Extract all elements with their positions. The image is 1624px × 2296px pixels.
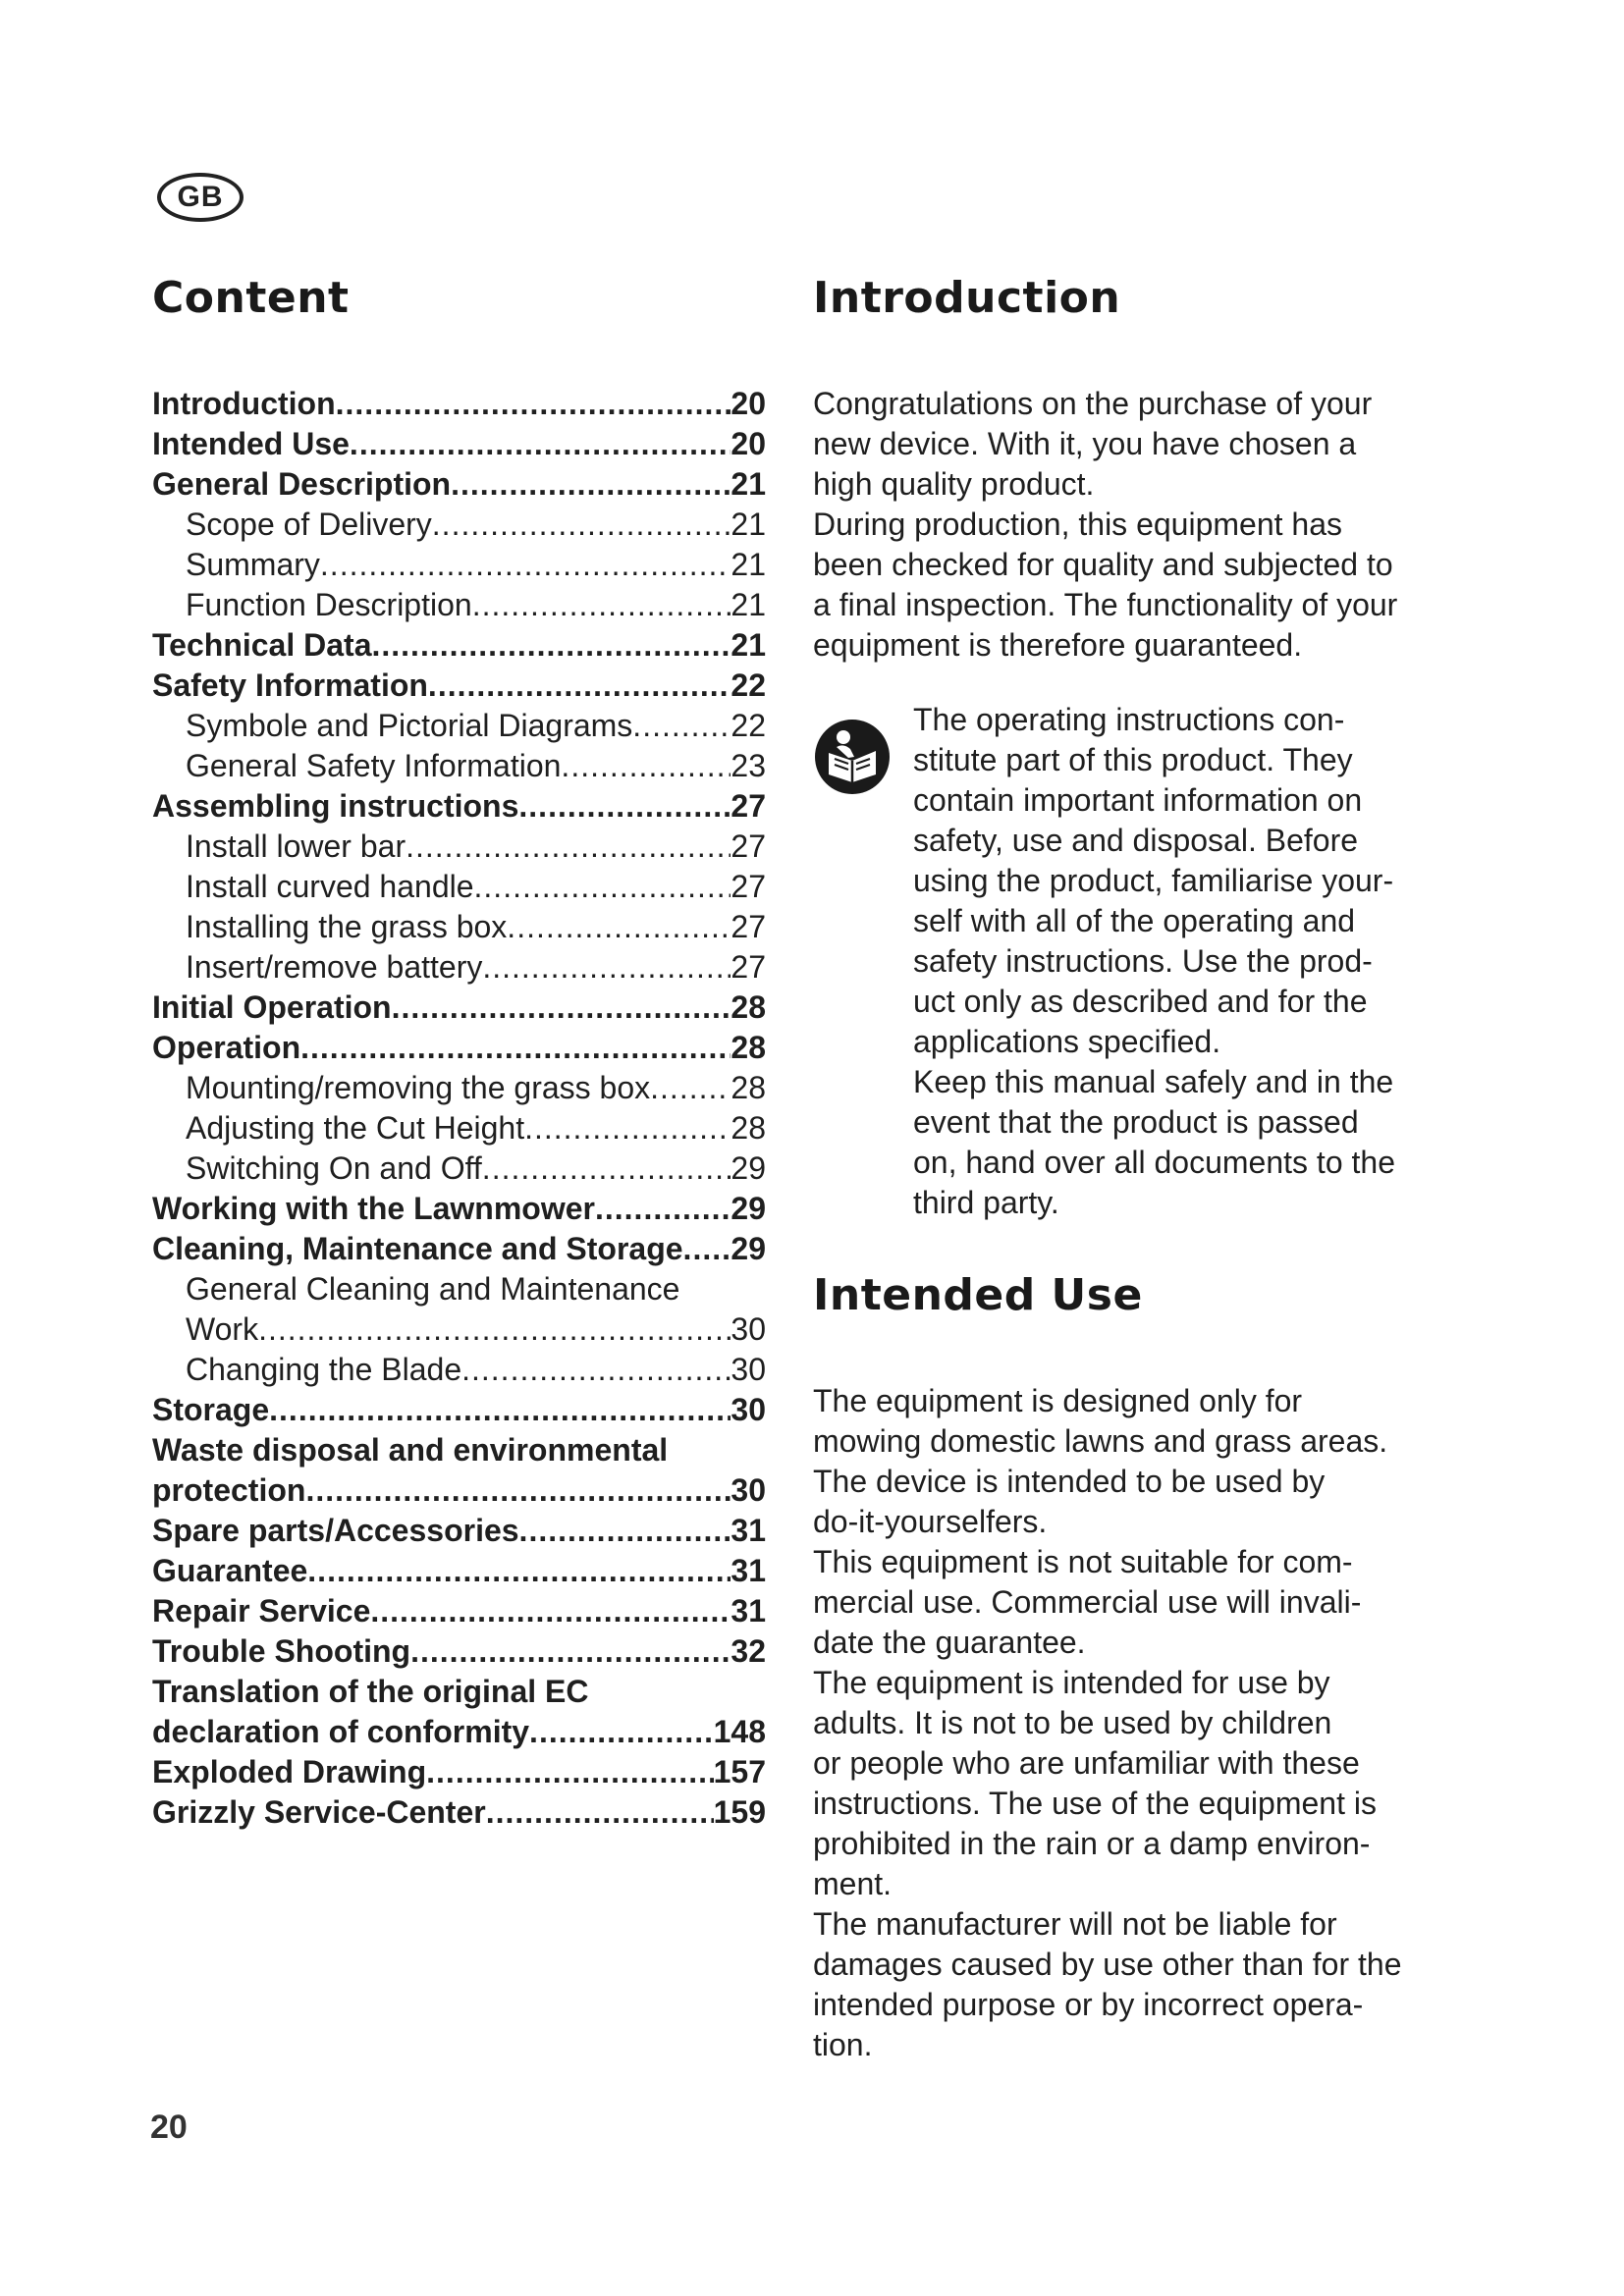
toc-dot-leader — [519, 1511, 731, 1551]
text-line: safety, use and disposal. Before — [913, 823, 1359, 858]
toc-dot-leader — [561, 746, 731, 786]
toc-entry-title: Summary — [186, 547, 320, 582]
toc-entry-title: Changing the Blade — [186, 1352, 462, 1387]
toc-entry — [152, 424, 766, 464]
text-line: safety instructions. Use the prod- — [913, 943, 1373, 979]
toc-entry — [152, 1028, 766, 1068]
country-badge: GB — [157, 173, 244, 222]
toc-entry-page: 30 — [731, 1392, 766, 1427]
text-line: a final inspection. The functionality of your — [813, 587, 1398, 622]
toc-entry-title: General Safety Information — [186, 748, 562, 783]
toc-entry-page: 30 — [731, 1472, 766, 1508]
toc-entry-page: 20 — [731, 386, 766, 421]
toc-dot-leader — [371, 625, 731, 666]
text-line: mercial use. Commercial use will invali- — [813, 1584, 1362, 1620]
text-line: prohibited in the rain or a damp environ- — [813, 1826, 1371, 1861]
toc-entry-title: Install lower bar — [186, 828, 406, 864]
toc-dot-leader — [410, 1631, 731, 1672]
toc-dot-leader — [595, 1189, 731, 1229]
toc-entry-title: Work — [186, 1311, 259, 1347]
text-line: contain important information on — [913, 782, 1363, 818]
manual-note — [813, 700, 1441, 1223]
toc-entry — [152, 1068, 766, 1108]
text-line: The operating instructions con- — [913, 702, 1345, 737]
toc-entry-title: Introduction — [152, 386, 336, 421]
text-line: new device. With it, you have chosen a — [813, 426, 1357, 461]
toc-entry-page: 27 — [731, 949, 766, 985]
toc-dot-leader — [392, 988, 731, 1028]
intended-use-text — [813, 1381, 1441, 2065]
toc-entry — [152, 947, 766, 988]
toc-entry-title: declaration of conformity — [152, 1714, 530, 1749]
text-line: intended purpose or by incorrect opera- — [813, 1987, 1364, 2022]
toc-entry — [152, 1390, 766, 1430]
toc-entry-title: Working with the Lawnmower — [152, 1191, 595, 1226]
toc-entry-title: Adjusting the Cut Height — [186, 1110, 525, 1146]
toc-entry-page: 21 — [731, 466, 766, 502]
intended-use-heading: Intended Use — [813, 1270, 1143, 1320]
toc-dot-leader — [472, 585, 731, 625]
toc-entry-page: 27 — [731, 788, 766, 824]
toc-dot-leader — [406, 827, 731, 867]
toc-entry — [152, 1229, 766, 1269]
toc-entry — [152, 988, 766, 1028]
text-line: This equipment is not suitable for com- — [813, 1544, 1353, 1579]
toc-entry — [152, 1631, 766, 1672]
introduction-text — [813, 384, 1441, 666]
toc-entry-page: 29 — [731, 1150, 766, 1186]
toc-entry — [152, 786, 766, 827]
toc-entry-page: 159 — [713, 1794, 766, 1830]
toc-entry-page: 29 — [731, 1191, 766, 1226]
toc-entry — [152, 827, 766, 867]
toc-dot-leader — [350, 424, 731, 464]
text-line: During production, this equipment has — [813, 507, 1342, 542]
toc-dot-leader — [683, 1229, 731, 1269]
text-line: tion. — [813, 2027, 873, 2062]
toc-entry-title: Function Description — [186, 587, 472, 622]
toc-entry-title: Assembling instructions — [152, 788, 519, 824]
toc-entry — [152, 1712, 766, 1752]
toc-entry-page: 157 — [713, 1754, 766, 1789]
text-line: equipment is therefore guaranteed. — [813, 627, 1303, 663]
text-line: mowing domestic lawns and grass areas. — [813, 1423, 1388, 1459]
toc-entry-page: 22 — [731, 667, 766, 703]
toc-entry-title: Translation of the original EC — [152, 1674, 589, 1709]
toc-dot-leader — [432, 505, 731, 545]
text-column — [813, 273, 1441, 2065]
content-heading: Content — [152, 273, 350, 323]
text-line: Keep this manual safely and in the — [913, 1064, 1394, 1099]
text-line: high quality product. — [813, 466, 1095, 502]
toc-entry-title: Cleaning, Maintenance and Storage — [152, 1231, 683, 1266]
toc-dot-leader — [529, 1712, 714, 1752]
text-line: Congratulations on the purchase of your — [813, 386, 1373, 421]
toc-entry-title: Safety Information — [152, 667, 428, 703]
toc-entry-title: Grizzly Service-Center — [152, 1794, 486, 1830]
toc-entry — [152, 1350, 766, 1390]
toc-entry-title: Storage — [152, 1392, 270, 1427]
toc-dot-leader — [474, 867, 731, 907]
toc-entry — [152, 464, 766, 505]
toc-dot-leader — [426, 1752, 713, 1792]
text-line: instructions. The use of the equipment is — [813, 1786, 1377, 1821]
toc-dot-leader — [650, 1068, 731, 1108]
toc-entry — [152, 1309, 766, 1350]
toc-entry-page: 27 — [731, 909, 766, 944]
toc-entry-page: 27 — [731, 828, 766, 864]
toc-entry-title: Intended Use — [152, 426, 350, 461]
toc-entry — [152, 1511, 766, 1551]
toc-entry-page: 31 — [731, 1593, 766, 1629]
text-line: self with all of the operating and — [913, 903, 1356, 938]
read-manual-icon — [813, 718, 892, 796]
toc-dot-leader — [305, 1470, 731, 1511]
toc-dot-leader — [451, 464, 731, 505]
toc-entry — [152, 666, 766, 706]
toc-entry-title: Spare parts/Accessories — [152, 1513, 519, 1548]
toc-entry-title: Switching On and Off — [186, 1150, 482, 1186]
toc-dot-leader — [518, 786, 731, 827]
toc-dot-leader — [632, 706, 731, 746]
toc-entry-page: 148 — [713, 1714, 766, 1749]
text-line: applications specified. — [913, 1024, 1221, 1059]
introduction-heading: Introduction — [813, 273, 1121, 323]
toc-entry-title: Installing the grass box — [186, 909, 508, 944]
toc-entry — [152, 1792, 766, 1833]
text-line: do-it-yourselfers. — [813, 1504, 1048, 1539]
toc-entry-title: General Description — [152, 466, 452, 502]
toc-entry-page: 29 — [731, 1231, 766, 1266]
text-line: event that the product is passed — [913, 1104, 1359, 1140]
toc-dot-leader — [370, 1591, 731, 1631]
toc-dot-leader — [486, 1792, 714, 1833]
toc-entry-title: Guarantee — [152, 1553, 308, 1588]
toc-entry-page: 21 — [731, 627, 766, 663]
toc-entry — [152, 867, 766, 907]
text-line: ment. — [813, 1866, 893, 1901]
toc-entry — [152, 384, 766, 424]
toc-entry-title: Install curved handle — [186, 869, 474, 904]
toc-dot-leader — [461, 1350, 731, 1390]
text-line: The manufacturer will not be liable for — [813, 1906, 1337, 1942]
toc-entry-page: 28 — [731, 1030, 766, 1065]
note-text — [913, 700, 1441, 1223]
toc-entry — [152, 1108, 766, 1148]
text-line: uct only as described and for the — [913, 984, 1368, 1019]
toc-entry-title: Exploded Drawing — [152, 1754, 427, 1789]
toc-entry — [152, 545, 766, 585]
toc-entry — [152, 1189, 766, 1229]
toc-entry-page: 32 — [731, 1633, 766, 1669]
toc-entry-title: Initial Operation — [152, 989, 392, 1025]
toc-entry-page: 30 — [731, 1311, 766, 1347]
content-column — [152, 273, 766, 1833]
toc-entry-page: 28 — [731, 1070, 766, 1105]
toc-entry — [152, 625, 766, 666]
toc-entry-title: Symbole and Pictorial Diagrams — [186, 708, 633, 743]
toc-entry-title: General Cleaning and Maintenance — [186, 1271, 680, 1307]
text-line: The equipment is intended for use by — [813, 1665, 1330, 1700]
toc-entry-title: Trouble Shooting — [152, 1633, 411, 1669]
toc-entry-page: 21 — [731, 507, 766, 542]
toc-dot-leader — [482, 1148, 731, 1189]
toc-entry-page: 21 — [731, 547, 766, 582]
toc-entry-page: 20 — [731, 426, 766, 461]
text-line: been checked for quality and subjected to — [813, 547, 1393, 582]
toc-entry-page: 31 — [731, 1553, 766, 1588]
toc-entry — [152, 585, 766, 625]
toc-entry — [152, 1551, 766, 1591]
toc-dot-leader — [258, 1309, 731, 1350]
toc-entry-page: 23 — [731, 748, 766, 783]
toc-entry-title: Waste disposal and environmental — [152, 1432, 669, 1468]
toc-entry — [152, 907, 766, 947]
text-line: using the product, familiarise your- — [913, 863, 1394, 898]
toc-entry — [152, 1752, 766, 1792]
toc-entry-title: Technical Data — [152, 627, 372, 663]
text-line: third party. — [913, 1185, 1059, 1220]
toc-dot-leader — [307, 1551, 731, 1591]
text-line: or people who are unfamiliar with these — [813, 1745, 1360, 1781]
toc-entry — [152, 505, 766, 545]
toc-dot-leader — [336, 384, 731, 424]
table-of-contents — [152, 384, 766, 1833]
toc-entry-page: 31 — [731, 1513, 766, 1548]
toc-dot-leader — [482, 947, 731, 988]
page-number: 20 — [150, 2109, 188, 2146]
toc-entry-page: 27 — [731, 869, 766, 904]
toc-dot-leader — [269, 1390, 731, 1430]
toc-entry — [152, 706, 766, 746]
text-line: The equipment is designed only for — [813, 1383, 1303, 1418]
toc-entry — [152, 1470, 766, 1511]
text-line: on, hand over all documents to the — [913, 1145, 1395, 1180]
toc-entry-title: protection — [152, 1472, 306, 1508]
toc-dot-leader — [320, 545, 731, 585]
toc-entry-page: 30 — [731, 1352, 766, 1387]
text-line: stitute part of this product. They — [913, 742, 1353, 777]
toc-entry-title: Repair Service — [152, 1593, 371, 1629]
toc-entry-page: 28 — [731, 1110, 766, 1146]
toc-entry-page: 28 — [731, 989, 766, 1025]
toc-entry — [152, 1591, 766, 1631]
toc-dot-leader — [507, 907, 731, 947]
toc-entry-page: 22 — [731, 708, 766, 743]
text-line: date the guarantee. — [813, 1625, 1086, 1660]
toc-entry — [152, 1148, 766, 1189]
toc-entry-title: Scope of Delivery — [186, 507, 432, 542]
toc-dot-leader — [428, 666, 731, 706]
toc-entry-title: Insert/remove battery — [186, 949, 483, 985]
toc-entry-title: Operation — [152, 1030, 301, 1065]
toc-dot-leader — [300, 1028, 731, 1068]
text-line: The device is intended to be used by — [813, 1464, 1326, 1499]
toc-dot-leader — [524, 1108, 731, 1148]
text-line: adults. It is not to be used by children — [813, 1705, 1332, 1740]
toc-entry-title: Mounting/removing the grass box — [186, 1070, 651, 1105]
toc-entry-page: 21 — [731, 587, 766, 622]
text-line: damages caused by use other than for the — [813, 1947, 1402, 1982]
toc-entry — [152, 746, 766, 786]
